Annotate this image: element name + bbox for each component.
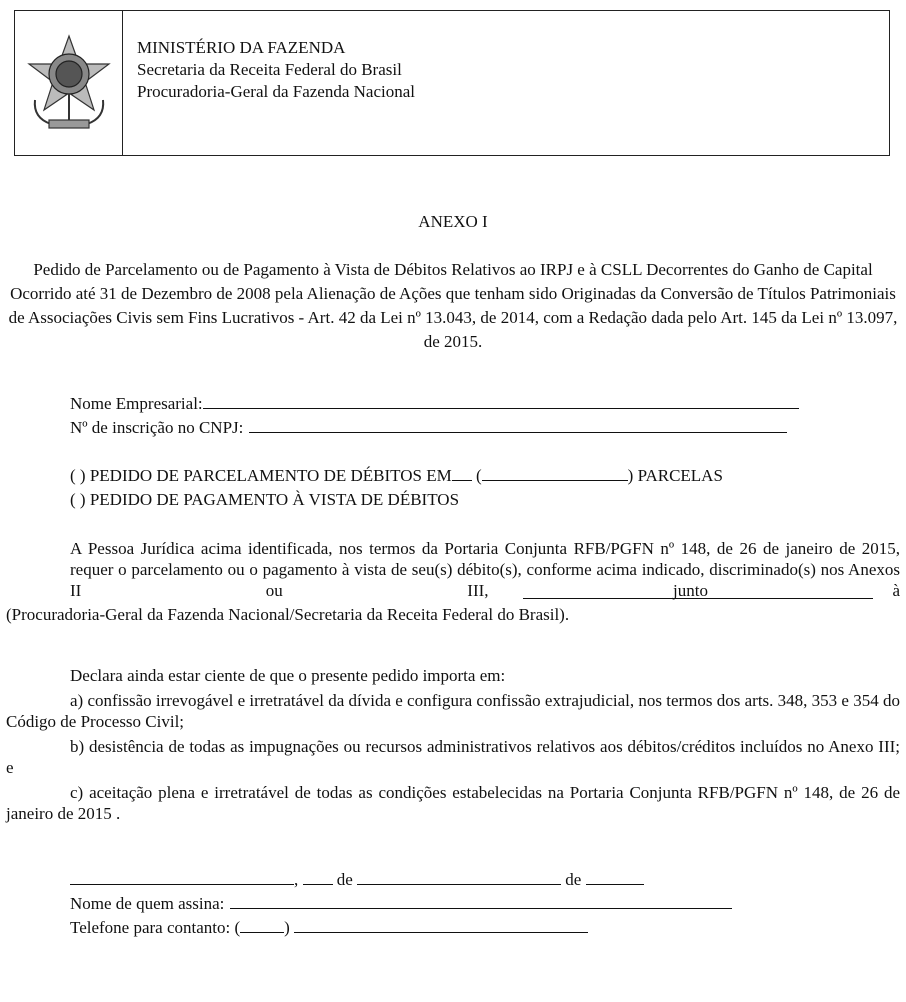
year-field[interactable] <box>586 869 644 885</box>
secretariat-name: Secretaria da Receita Federal do Brasil <box>137 60 402 79</box>
declaration-item-b: b) desistência de todas as impugnações ou recursos administrativos relativos aos débitos/créditos incluídos no Anexo III; e <box>6 737 900 777</box>
company-name-label: Nome Empresarial: <box>70 394 203 413</box>
phone-number-field[interactable] <box>294 917 588 933</box>
month-field[interactable] <box>357 869 561 885</box>
declaration-section <box>6 665 900 824</box>
ministry-name: MINISTÉRIO DA FAZENDA <box>137 38 346 57</box>
cnpj-field[interactable] <box>249 417 787 433</box>
brazil-coat-of-arms-icon <box>23 28 115 138</box>
installment-count-words-field[interactable] <box>482 465 628 481</box>
company-name-row <box>70 393 799 414</box>
entity-note-row <box>6 604 900 625</box>
entity-field-row <box>523 583 873 604</box>
day-field[interactable] <box>303 869 333 885</box>
cnpj-label: Nº de inscrição no CNPJ: <box>70 418 244 437</box>
document-subject: Pedido de Parcelamento ou de Pagamento à Vista de Débitos Relativos ao IRPJ e à CSLL Decorrentes do Ganho de Capital Ocorrido até 31 de Dezembro de 2008 pela Alienação de Ações que tenham sido Originadas da Conversão de Títulos Patrimoniais de Associações Civis sem Fins Lucrativos - Art. 42 da Lei nº 13.043, de 2014, com a Redação dada pelo Art. 145 da Lei nº 13.097, de 2015. <box>8 260 898 351</box>
installment-option-label[interactable]: ( ) PEDIDO DE PARCELAMENTO DE DÉBITOS EM <box>70 466 452 485</box>
date-de-1: de <box>336 870 353 889</box>
declaration-intro: Declara ainda estar ciente de que o presente pedido importa em: <box>70 666 506 685</box>
installment-count-field[interactable] <box>452 465 472 481</box>
phone-area-code-field[interactable] <box>240 917 284 933</box>
cnpj-row <box>70 417 787 438</box>
attorney-office-name: Procuradoria-Geral da Fazenda Nacional <box>137 82 416 101</box>
entity-note: (Procuradoria-Geral da Fazenda Nacional/Secretaria da Receita Federal do Brasil). <box>6 605 570 624</box>
declaration-item-a: a) confissão irrevogável e irretratável da dívida e configura confissão extrajudicial, nos termos dos arts. 348, 353 e 354 do Código de Processo Civil; <box>6 691 900 731</box>
phone-label: Telefone para contanto: ( <box>70 918 241 937</box>
signer-field[interactable] <box>230 893 732 909</box>
phone-row <box>70 917 588 938</box>
company-name-field[interactable] <box>203 393 799 409</box>
logo-cell <box>15 11 123 155</box>
signer-label: Nome de quem assina: <box>70 894 225 913</box>
annex-title: ANEXO I <box>418 212 488 231</box>
installment-paren-open: ( <box>475 466 482 485</box>
signer-row <box>70 893 732 914</box>
entity-field[interactable] <box>523 583 873 599</box>
installment-option-row <box>70 465 723 486</box>
date-place-row <box>70 869 644 890</box>
installment-suffix: ) PARCELAS <box>627 466 723 485</box>
phone-paren-close: ) <box>284 918 290 937</box>
place-field[interactable] <box>70 869 294 885</box>
request-text: A Pessoa Jurídica acima identificada, nos termos da Portaria Conjunta RFB/PGFN nº 148, de 26 de janeiro de 2015, requer o parcelamento ou o pagamento à vista de seu(s) débito(s), conforme acima indicado, discriminado(s) nos Anexos II ou III, junto à <box>70 539 900 600</box>
letterhead-text <box>123 11 415 155</box>
cash-payment-option-row <box>70 489 459 510</box>
letterhead-box <box>14 10 890 156</box>
date-de-2: de <box>565 870 582 889</box>
declaration-item-c: c) aceitação plena e irretratável de todas as condições estabelecidas na Portaria Conjunta RFB/PGFN nº 148, de 26 de janeiro de 2015 . <box>6 783 900 823</box>
date-comma: , <box>294 870 299 889</box>
cash-payment-option-label[interactable]: ( ) PEDIDO DE PAGAMENTO À VISTA DE DÉBITOS <box>70 490 460 509</box>
